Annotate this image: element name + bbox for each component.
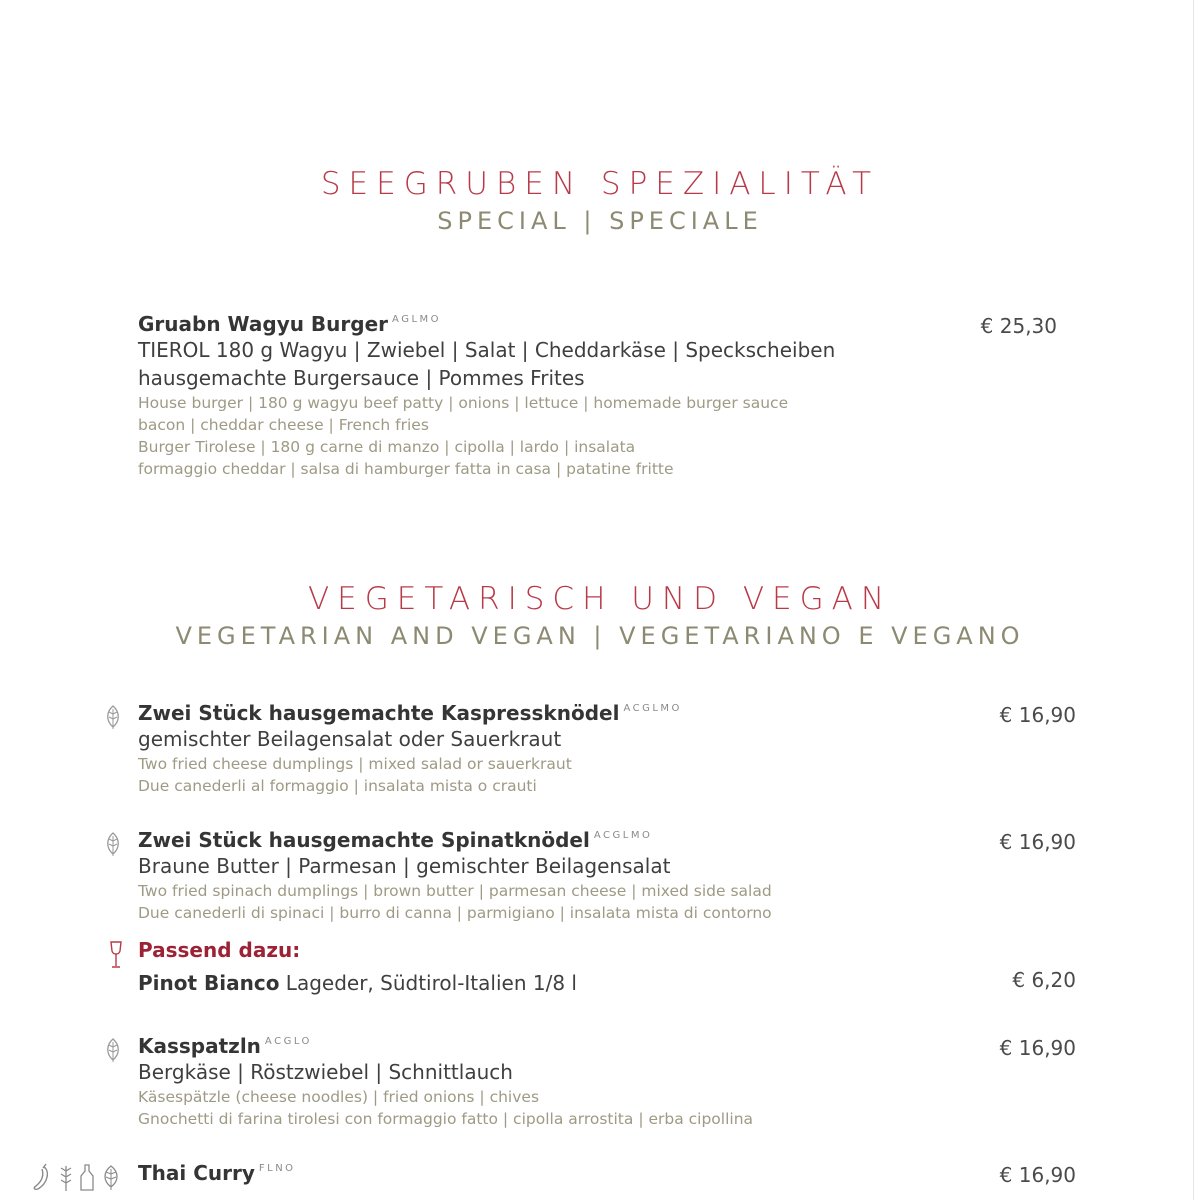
pairing-wine: [138, 971, 577, 995]
leaf-icon: [104, 704, 122, 734]
item-name: [138, 1034, 753, 1058]
section-subtitle-vegetarian: VEGETARIAN AND VEGAN | VEGETARIANO E VEGANO: [175, 622, 1025, 650]
menu-item-thai-curry: [138, 1161, 296, 1185]
item-name-text: Zwei Stück hausgemachte Spinatknödel: [138, 828, 590, 852]
leaf-icon: [104, 1037, 122, 1067]
item-price: € 16,90: [999, 1036, 1076, 1060]
item-description: hausgemachte Burgersauce | Pommes Frites: [138, 366, 585, 390]
allergen-codes: FLNO: [258, 1163, 296, 1174]
item-name-text: Zwei Stück hausgemachte Kaspressknödel: [138, 701, 620, 725]
item-name-text: Kasspatzln: [138, 1034, 261, 1058]
item-translation-it: formaggio cheddar | salsa di hamburger fatta in casa | patatine fritte: [138, 460, 674, 478]
pairing-price: € 6,20: [1012, 968, 1076, 992]
allergen-codes: ACGLO: [264, 1036, 312, 1047]
item-price: € 25,30: [980, 314, 1057, 338]
pairing-label: Passend dazu:: [138, 938, 301, 962]
grain-icon: [56, 1163, 76, 1197]
wine-glass-icon: [108, 940, 124, 974]
item-translation-it: Due canederli di spinaci | burro di canna | parmigiano | insalata mista di contorno: [138, 904, 772, 922]
wine-detail: Lageder, Südtirol-Italien 1/8 l: [279, 971, 577, 995]
menu-item-kasspatzln: [138, 1034, 753, 1130]
item-name-text: Gruabn Wagyu Burger: [138, 312, 389, 336]
item-translation-en: bacon | cheddar cheese | French fries: [138, 416, 429, 434]
item-name-text: Thai Curry: [138, 1161, 255, 1185]
item-description: Braune Butter | Parmesan | gemischter Beilagensalat: [138, 854, 671, 878]
allergen-codes: ACGLMO: [593, 830, 653, 841]
item-name: [138, 828, 772, 852]
section-subtitle-special: SPECIAL | SPECIALE: [437, 207, 763, 235]
leaf-icon: [104, 831, 122, 861]
item-translation-it: Burger Tirolese | 180 g carne di manzo | cipolla | lardo | insalata: [138, 438, 636, 456]
item-description: Bergkäse | Röstzwiebel | Schnittlauch: [138, 1060, 513, 1084]
section-title-vegetarian: VEGETARISCH UND VEGAN: [307, 581, 893, 617]
item-price: € 16,90: [999, 703, 1076, 727]
item-description: TIEROL 180 g Wagyu | Zwiebel | Salat | Cheddarkäse | Speckscheiben: [138, 338, 836, 362]
item-description: gemischter Beilagensalat oder Sauerkraut: [138, 727, 562, 751]
chili-icon: [30, 1163, 54, 1197]
item-translation-it: Due canederli al formaggio | insalata mista o crauti: [138, 777, 537, 795]
item-name: [138, 312, 835, 336]
item-price: € 16,90: [999, 830, 1076, 854]
bottle-icon: [78, 1163, 96, 1197]
section-title-special: SEEGRUBEN SPEZIALITÄT: [320, 166, 880, 202]
item-translation-en: Two fried cheese dumplings | mixed salad or sauerkraut: [138, 755, 572, 773]
leaf-icon: [100, 1163, 122, 1195]
item-translation-it: Gnochetti di farina tirolesi con formaggio fatto | cipolla arrostita | erba cipollina: [138, 1110, 754, 1128]
item-translation-en: House burger | 180 g wagyu beef patty | onions | lettuce | homemade burger sauce: [138, 394, 789, 412]
menu-item-burger: [138, 312, 835, 480]
item-translation-en: Käsespätzle (cheese noodles) | fried onions | chives: [138, 1088, 540, 1106]
menu-item-kaspressknoedel: [138, 701, 682, 797]
item-translation-en: Two fried spinach dumplings | brown butter | parmesan cheese | mixed side salad: [138, 882, 772, 900]
allergen-codes: AGLMO: [392, 314, 442, 325]
item-name: [138, 701, 682, 725]
allergen-codes: ACGLMO: [623, 703, 682, 714]
item-price: € 16,90: [999, 1163, 1076, 1187]
menu-item-spinatknoedel: [138, 828, 772, 924]
wine-name: Pinot Bianco: [138, 971, 280, 995]
item-name: [138, 1161, 296, 1185]
